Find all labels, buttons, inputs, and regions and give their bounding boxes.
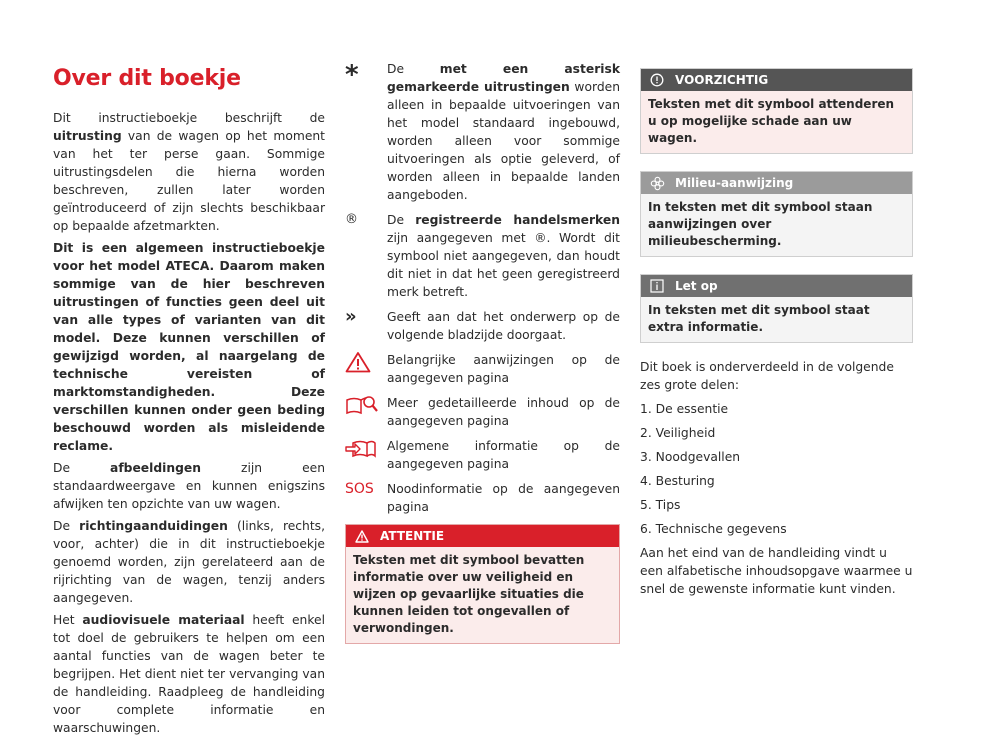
attention-body: Teksten met dit symbool bevatten informatie over uw veiligheid en wijzen op gevaarlijke situaties die kunnen leiden tot ongevallen of verwondingen. — [346, 547, 619, 643]
caution-box — [640, 68, 913, 154]
caution-body: Teksten met dit symbool attenderen u op mogelijke schade aan uw wagen. — [641, 91, 912, 153]
environment-header — [641, 172, 912, 194]
symbol-row-important: Belangrijke aanwijzingen op de aangegeven pagina — [345, 351, 620, 387]
symbol-row-registered: ® De registreerde handelsmerken zijn aangegeven met ®. Wordt dit symbool niet aangegeven, dan houdt dit niet in dat het geen geregistreerd merk betreft. — [345, 212, 620, 299]
list-item: 5. Tips — [640, 498, 681, 512]
list-item: 4. Besturing — [640, 474, 715, 488]
list-item: 3. Noodgevallen — [640, 450, 741, 464]
column-symbols — [345, 60, 620, 661]
exclamation-circle-icon — [649, 72, 665, 88]
warning-triangle-icon — [345, 351, 387, 373]
list-item: 2. Veiligheid — [640, 426, 716, 440]
parts-outro: Aan het eind van de handleiding vindt u een alfabetische inhoudsopgave waarmee u snel de gewenste informatie kunt vinden. — [640, 546, 913, 596]
warning-triangle-icon — [354, 528, 370, 544]
parts-intro: Dit boek is onderverdeeld in de volgende zes grote delen: — [640, 360, 894, 392]
parts-list — [640, 400, 913, 538]
caution-header — [641, 69, 912, 91]
asterisk-icon: * — [345, 60, 359, 90]
registered-icon: ® — [345, 212, 358, 227]
symbol-row-asterisk: * De met een asterisk gemarkeerde uitrustingen worden alleen in bepaalde uitvoeringen van het model standaard ingebouwd, worden alleen voor sommige uitvoeringen als optie geleverd, of worden alleen in bepaalde landen aangeboden. — [345, 60, 620, 202]
paragraph-equipment: Dit instructieboekje beschrijft de uitrusting van de wagen op het moment van het ter perse gaan. Sommige uitrustingsdelen die hierna worden beschreven, zullen later worden geïntroduceerd of zijn slechts beschikbaar op bepaalde afzetmarkten. — [53, 111, 325, 233]
note-title: Let op — [675, 279, 718, 293]
flower-icon — [649, 175, 665, 191]
note-header — [641, 275, 912, 297]
list-item: 1. De essentie — [640, 402, 729, 416]
page-title: Over dit boekje — [53, 66, 241, 91]
caution-title: VOORZICHTIG — [675, 73, 769, 87]
note-box — [640, 274, 913, 343]
info-icon — [649, 278, 665, 294]
paragraph-directions: De richtingaanduidingen (links, rechts, voor, achter) die in dit instructieboekje genoemd worden, zijn gerelateerd aan de rijrichting van de wagen, tenzij anders aangegeven. — [53, 519, 325, 605]
environment-title: Milieu-aanwijzing — [675, 176, 794, 190]
attention-header — [346, 525, 619, 547]
book-arrow-icon — [345, 437, 387, 459]
sos-icon: SOS — [345, 481, 374, 497]
attention-title: ATTENTIE — [380, 529, 445, 543]
paragraph-audiovisual: Het audiovisuele materiaal heeft enkel tot doel de gebruikers te helpen om een aantal functies van de wagen beter te begrijpen. Het dient niet ter vervanging van de handleiding. Raadpleeg de handleiding voor complete informatie en waarschuwingen. — [53, 613, 326, 735]
list-item: 6. Technische gegevens — [640, 522, 787, 536]
book-magnifier-icon — [345, 394, 387, 416]
double-chevron-right-icon: » — [345, 306, 357, 327]
attention-box — [345, 524, 620, 644]
symbol-row-continued: » Geeft aan dat het onderwerp op de volgende bladzijde doorgaat. — [345, 306, 620, 342]
column-intro — [53, 60, 325, 741]
column-notices — [640, 60, 913, 602]
symbol-row-detailed: Meer gedetailleerde inhoud op de aangegeven pagina — [345, 394, 620, 430]
symbol-row-general: Algemene informatie op de aangegeven pagina — [345, 437, 620, 473]
environment-body: In teksten met dit symbool staan aanwijzingen over milieubescherming. — [641, 194, 912, 256]
symbol-row-emergency: SOS Noodinformatie op de aangegeven pagina — [345, 481, 620, 514]
paragraph-general-manual: Dit is een algemeen instructieboekje voor het model ATECA. Daarom maken sommige van de hier beschreven uitrustingen of functies geen deel uit van alle types of varianten van dit model. Deze kunnen verschillen of gewijzigd worden, al naargelang de technische vereisten of marktomstandigheden. Deze verschillen kunnen onder geen beding beschouwd worden als misleidende reclame. — [53, 241, 325, 453]
note-body: In teksten met dit symbool staat extra informatie. — [641, 297, 912, 342]
environment-box — [640, 171, 913, 257]
paragraph-images: De afbeeldingen zijn een standaardweergave en kunnen enigszins afwijken ten opzichte van uw wagen. — [53, 461, 325, 511]
